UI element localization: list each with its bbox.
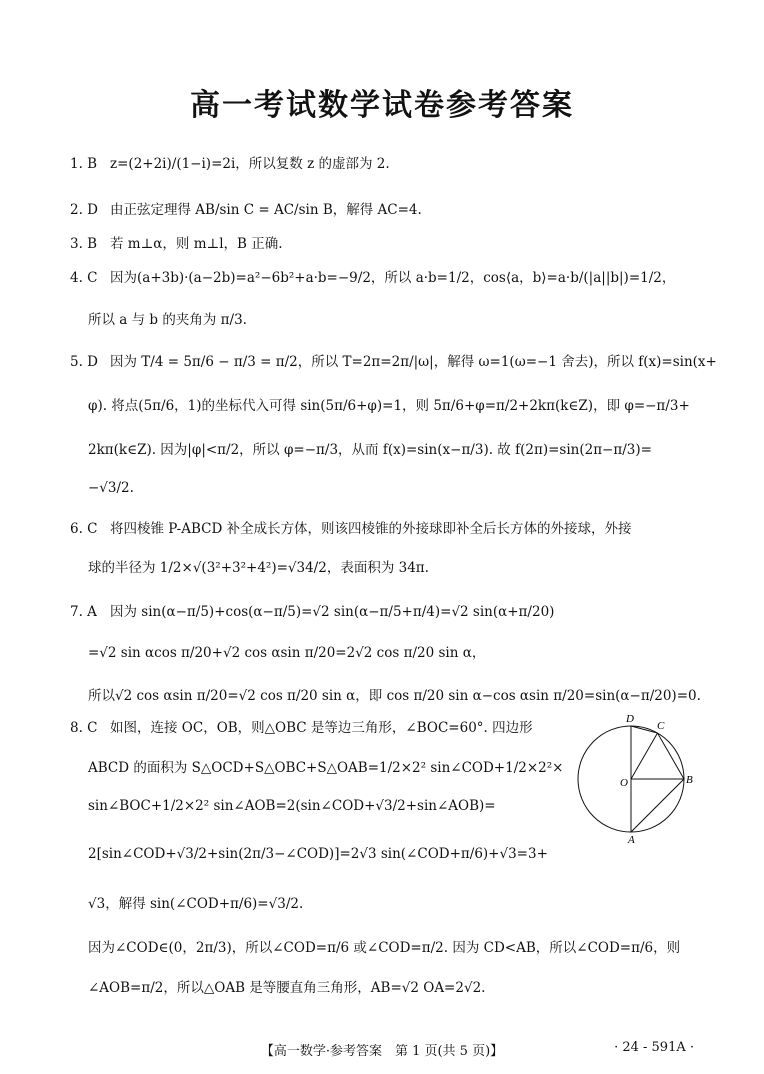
answer-4-line-1 [70,266,675,286]
answer-5-line-2: φ). 将点(5π/6，1)的坐标代入可得 sin(5π/6+φ)=1，则 5π/6+φ=π/2+2kπ(k∈Z)，即 φ=−π/3+ [88,398,690,414]
answer-text: 因为(a+3b)·(a−2b)=a²−6b²+a·b=−9/2，所以 a·b=1/2，cos⟨a，b⟩=a·b/(|a||b|)=1/2， [110,270,676,286]
answer-number: 8. C [70,720,98,736]
answer-3 [70,232,283,252]
label-c: C [657,720,665,732]
answer-6-line-2: 球的半径为 1/2×√(3²+3²+4²)=√34/2，表面积为 34π. [88,560,429,576]
answer-text: 由正弦定理得 AB/sin C = AC/sin B，解得 AC=4. [110,202,422,218]
answer-5-line-4: −√3/2. [88,480,134,496]
answer-2 [70,198,422,218]
answer-number: 1. B [70,156,98,172]
answer-number: 6. C [70,521,98,537]
answer-5-line-1 [70,350,717,370]
circle-figure [576,712,696,844]
answer-8-line-5: √3，解得 sin(∠COD+π/6)=√3/2. [88,896,304,912]
answer-8-line-7: ∠AOB=π/2，所以△OAB 是等腰直角三角形，AB=√2 OA=2√2. [88,980,486,996]
answer-8-line-2: ABCD 的面积为 S△OCD+S△OBC+S△OAB=1/2×2² sin∠COD+1/2×2²× [88,760,564,776]
answer-text: 因为 T/4 = 5π/6 − π/3 = π/2，所以 T=2π=2π/|ω|，解得 ω=1(ω=−1 舍去)，所以 f(x)=sin(x+ [110,354,717,370]
answer-7-line-1 [70,600,554,620]
answer-5-line-3: 2kπ(k∈Z). 因为|φ|<π/2，所以 φ=−π/3，从而 f(x)=sin(x−π/3). 故 f(2π)=sin(2π−π/3)= [88,442,652,458]
answer-8-line-6: 因为∠COD∈(0，2π/3)，所以∠COD=π/6 或∠COD=π/2. 因为 CD<AB，所以∠COD=π/6，则 [88,940,681,956]
answer-7-line-3: 所以√2 cos αsin π/20=√2 cos π/20 sin α，即 cos π/20 sin α−cos αsin π/20=sin(α−π/20)=0. [88,688,701,704]
answer-4-line-2: 所以 a 与 b 的夹角为 π/3. [88,312,247,328]
answer-text: 若 m⊥α，则 m⊥l，B 正确. [110,236,283,252]
answer-text: 因为 sin(α−π/5)+cos(α−π/5)=√2 sin(α−π/5+π/4)=√2 sin(α+π/20) [110,604,555,620]
answer-6-line-1 [70,517,632,537]
answer-7-line-2: =√2 sin αcos π/20+√2 cos αsin π/20=2√2 cos π/20 sin α， [88,645,486,661]
label-a: A [628,834,635,844]
answer-number: 2. D [70,202,98,218]
answer-1 [70,152,390,172]
answer-8-line-1 [70,716,533,736]
page-title: 高一考试数学试卷参考答案 [190,88,574,123]
footer-code: · 24 - 591A · [614,1040,694,1055]
answer-8-line-4: 2[sin∠COD+√3/2+sin(2π/3−∠COD)]=2√3 sin(∠COD+π/6)+√3=3+ [88,846,548,862]
answer-number: 4. C [70,270,98,286]
label-o: O [620,777,628,789]
footer-page-info: 【高一数学·参考答案 第 1 页(共 5 页)】 [260,1044,504,1059]
label-b: B [686,774,693,786]
answer-text: 将四棱锥 P-ABCD 补全成长方体，则该四棱锥的外接球即补全后长方体的外接球，外接 [110,521,632,537]
answer-number: 7. A [70,604,97,620]
answer-text: 如图，连接 OC，OB，则△OBC 是等边三角形，∠BOC=60°. 四边形 [110,720,533,736]
answer-text: z=(2+2i)/(1−i)=2i，所以复数 z 的虚部为 2. [110,156,390,172]
answer-number: 3. B [70,236,98,252]
label-d: D [626,713,634,725]
answer-8-line-3: sin∠BOC+1/2×2² sin∠AOB=2(sin∠COD+√3/2+sin∠AOB)= [88,798,496,814]
answer-number: 5. D [70,354,98,370]
